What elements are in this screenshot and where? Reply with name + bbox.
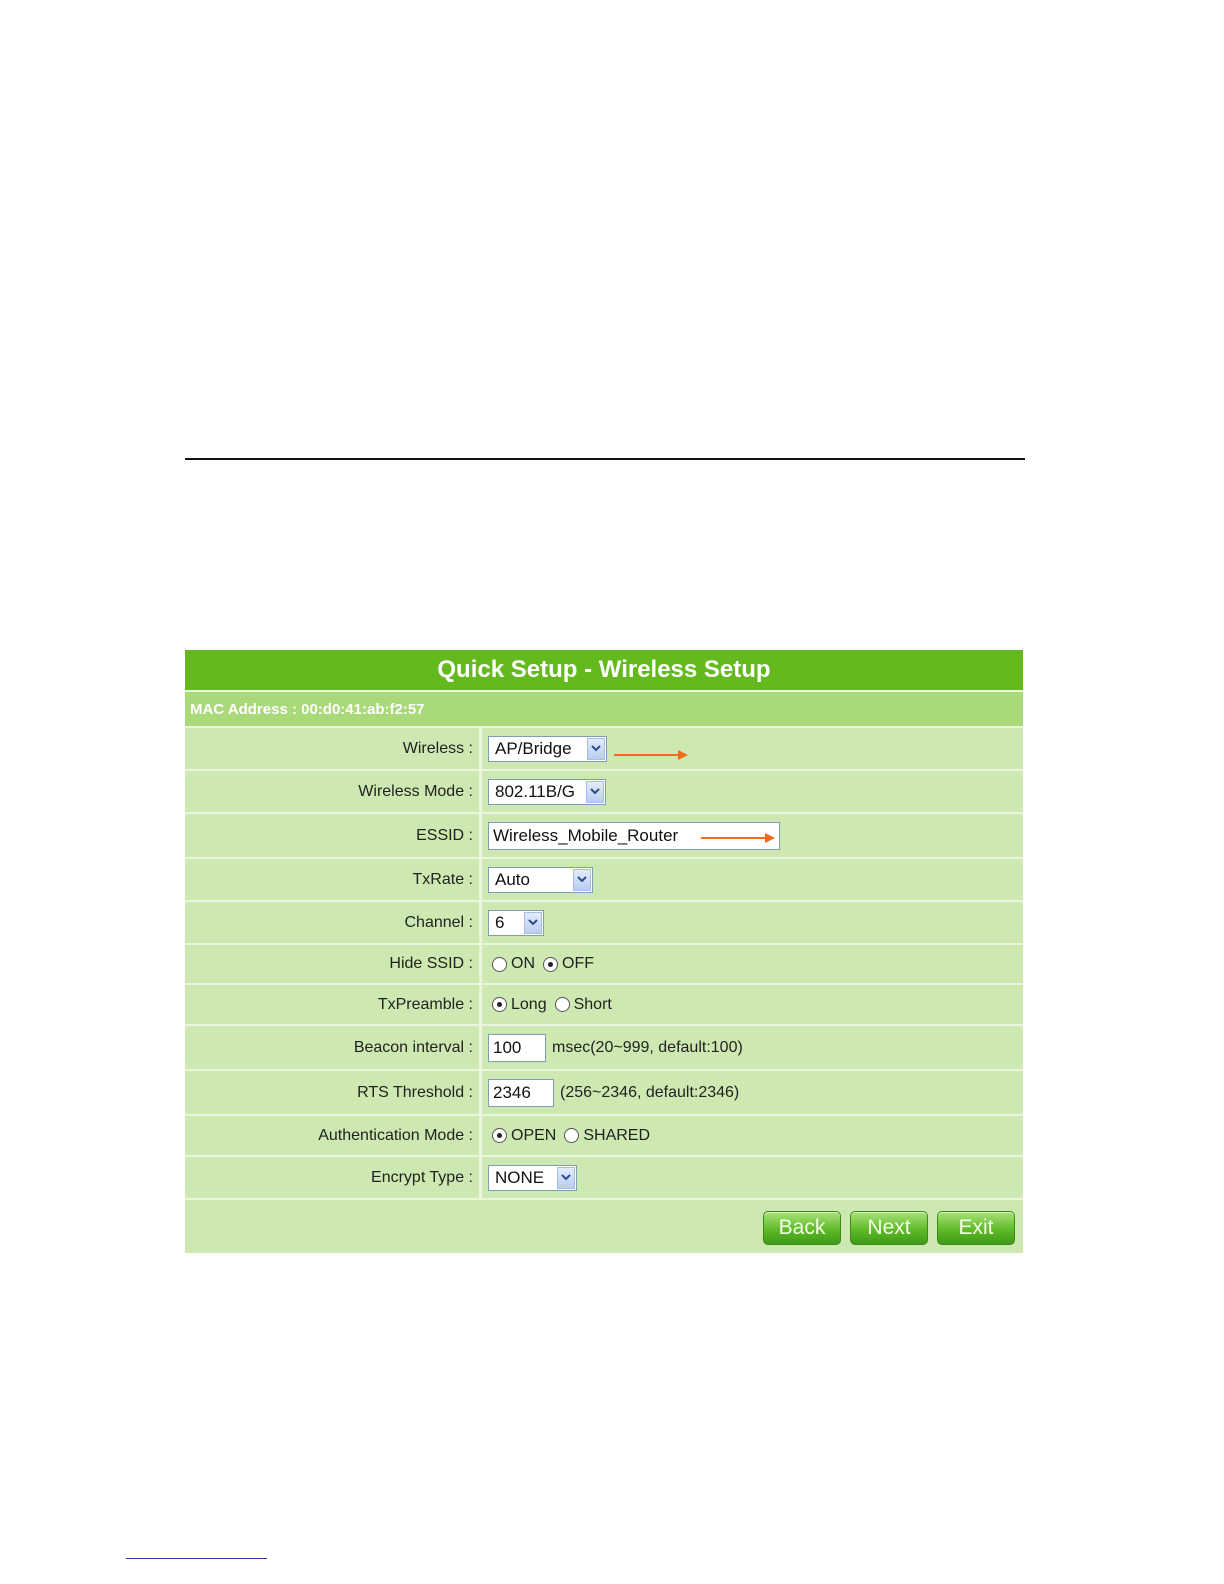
- wireless-mode-select[interactable]: [488, 779, 606, 805]
- chevron-down-icon: [557, 1167, 575, 1189]
- hide-ssid-on-radio[interactable]: ON: [492, 955, 535, 973]
- beacon-interval-input[interactable]: 100: [488, 1034, 546, 1062]
- channel-value: 6: [495, 912, 505, 932]
- row-hide-ssid: [185, 945, 1023, 985]
- wireless-select[interactable]: [488, 736, 607, 762]
- footnote-rule: [126, 1558, 267, 1559]
- next-button[interactable]: Next: [850, 1211, 928, 1245]
- hide-ssid-label: Hide SSID :: [185, 945, 482, 983]
- chevron-down-icon: [573, 869, 591, 891]
- wireless-mode-label: Wireless Mode :: [185, 771, 482, 812]
- row-txrate: [185, 859, 1023, 902]
- beacon-interval-label: Beacon interval :: [185, 1026, 482, 1069]
- arrow-icon: [701, 832, 777, 844]
- encrypt-type-label: Encrypt Type :: [185, 1157, 482, 1198]
- row-wireless: [185, 728, 1023, 771]
- auth-shared-radio[interactable]: SHARED: [564, 1127, 650, 1145]
- arrow-icon: [614, 749, 690, 761]
- chevron-down-icon: [587, 738, 605, 760]
- essid-input[interactable]: [488, 822, 780, 850]
- row-rts-threshold: [185, 1071, 1023, 1116]
- txrate-select[interactable]: [488, 867, 593, 893]
- channel-select[interactable]: [488, 910, 544, 936]
- txpreamble-short-radio[interactable]: Short: [555, 996, 612, 1014]
- encrypt-type-value: NONE: [495, 1167, 545, 1187]
- row-essid: [185, 814, 1023, 859]
- hide-ssid-off-radio[interactable]: OFF: [543, 955, 594, 973]
- rts-threshold-label: RTS Threshold :: [185, 1071, 482, 1114]
- wireless-label: Wireless :: [185, 728, 482, 769]
- channel-label: Channel :: [185, 902, 482, 943]
- back-button[interactable]: Back: [763, 1211, 841, 1245]
- auth-mode-label: Authentication Mode :: [185, 1116, 482, 1155]
- txrate-value: Auto: [495, 869, 530, 889]
- wireless-setup-panel: [185, 650, 1023, 1253]
- rts-threshold-input[interactable]: 2346: [488, 1079, 554, 1107]
- row-channel: [185, 902, 1023, 945]
- essid-value: Wireless_Mobile_Router: [493, 825, 679, 845]
- txrate-label: TxRate :: [185, 859, 482, 900]
- wireless-mode-value: 802.11B/G: [495, 781, 576, 801]
- auth-open-radio[interactable]: OPEN: [492, 1127, 556, 1145]
- panel-title: Quick Setup - Wireless Setup: [185, 650, 1023, 692]
- row-beacon-interval: [185, 1026, 1023, 1071]
- txpreamble-long-radio[interactable]: Long: [492, 996, 547, 1014]
- mac-address-label: MAC Address : 00:d0:41:ab:f2:57: [185, 692, 1023, 728]
- page-rule: [185, 458, 1025, 460]
- row-auth-mode: [185, 1116, 1023, 1157]
- button-bar: [185, 1200, 1023, 1256]
- chevron-down-icon: [586, 781, 604, 803]
- rts-threshold-hint: (256~2346, default:2346): [560, 1083, 740, 1101]
- chevron-down-icon: [524, 912, 542, 934]
- row-encrypt-type: [185, 1157, 1023, 1200]
- beacon-interval-hint: msec(20~999, default:100): [552, 1038, 743, 1056]
- wireless-value: AP/Bridge: [495, 738, 572, 758]
- row-wireless-mode: [185, 771, 1023, 814]
- exit-button[interactable]: Exit: [937, 1211, 1015, 1245]
- row-txpreamble: [185, 985, 1023, 1026]
- txpreamble-label: TxPreamble :: [185, 985, 482, 1024]
- essid-label: ESSID :: [185, 814, 482, 857]
- encrypt-type-select[interactable]: [488, 1165, 577, 1191]
